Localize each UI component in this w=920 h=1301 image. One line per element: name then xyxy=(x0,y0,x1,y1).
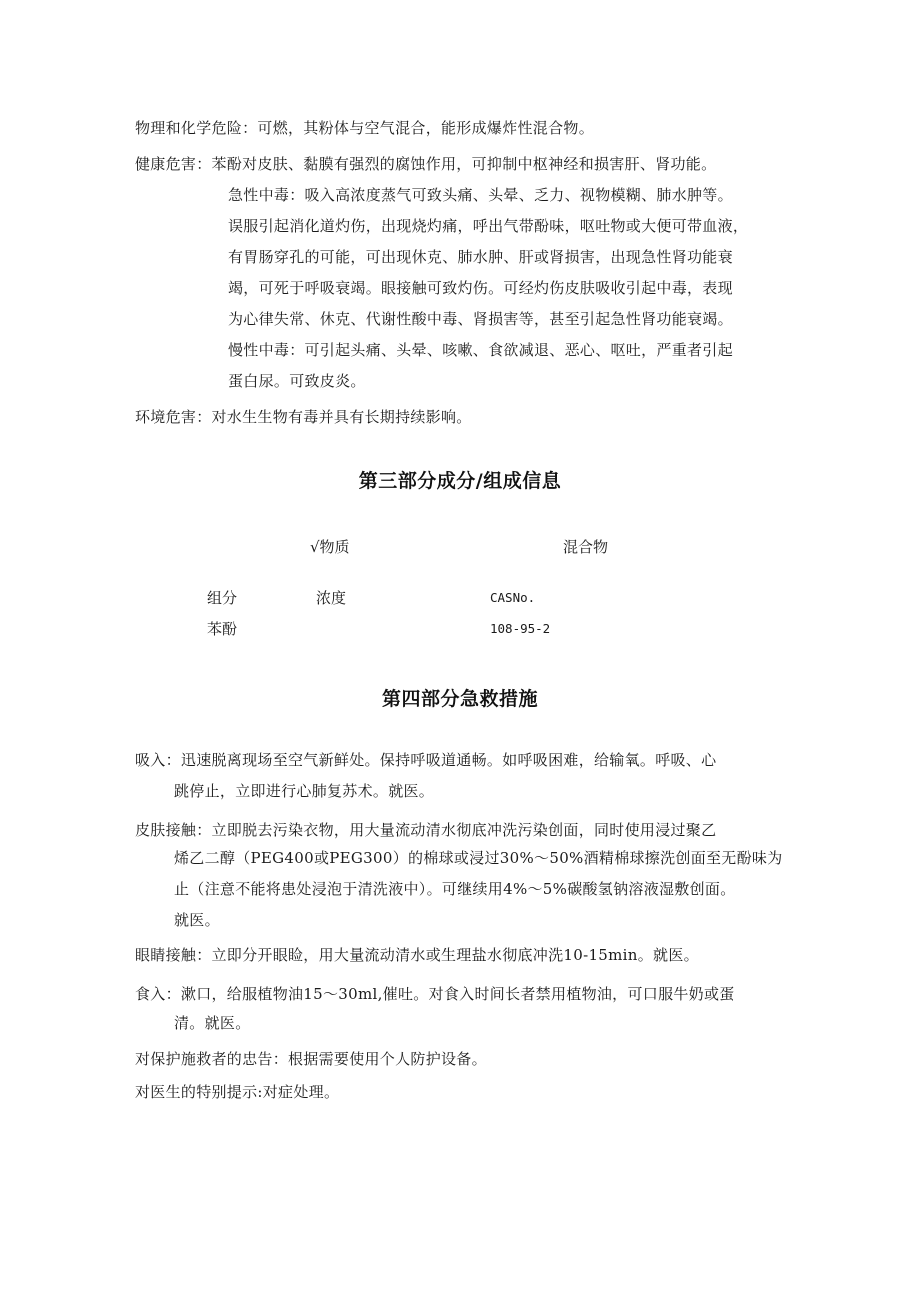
environment-hazard: 环境危害：对水生生物有毒并具有长期持续影响。 xyxy=(135,408,472,426)
rescuer-advice: 对保护施救者的忠告：根据需要使用个人防护设备。 xyxy=(135,1050,487,1068)
physical-chemical-hazard: 物理和化学危险：可燃，其粉体与空气混合，能形成爆炸性混合物。 xyxy=(135,119,595,137)
health-hazard-line: 误服引起消化道灼伤，出现烧灼痛，呼出气带酚味，呕吐物或大便可带血液， xyxy=(228,217,749,235)
health-hazard-line: 蛋白尿。可致皮炎。 xyxy=(228,372,366,390)
eye-contact: 眼睛接触：立即分开眼睑，用大量流动清水或生理盐水彻底冲洗10-15min。就医。 xyxy=(135,946,699,964)
inhalation-first-line: 吸入：迅速脱离现场至空气新鲜处。保持呼吸道通畅。如呼吸困难，给输氧。呼吸、心 xyxy=(135,751,717,769)
health-hazard-line: 为心律失常、休克、代谢性酸中毒、肾损害等，甚至引起急性肾功能衰竭。 xyxy=(228,310,733,328)
table-cell-cas: 108-95-2 xyxy=(490,621,551,636)
health-hazard-line: 健康危害：苯酚对皮肤、黏膜有强烈的腐蚀作用，可抑制中枢神经和损害肝、肾功能。 xyxy=(135,155,717,173)
health-hazard-paragraph xyxy=(135,149,716,180)
table-header-component: 组分 xyxy=(207,589,238,607)
table-header-concentration: 浓度 xyxy=(316,589,347,607)
skin-contact-first-line: 皮肤接触：立即脱去污染衣物，用大量流动清水彻底冲洗污染创面，同时使用浸过聚乙 xyxy=(135,821,717,839)
acute-chronic-poisoning-block xyxy=(228,180,748,397)
section4-title: 第四部分急救措施 xyxy=(381,688,538,710)
section3-title: 第三部分成分/组成信息 xyxy=(358,470,562,492)
mixture-label: 混合物 xyxy=(563,538,609,556)
ingestion-continuation: 清。就医。 xyxy=(174,1014,251,1032)
health-hazard-line: 慢性中毒：可引起头痛、头晕、咳嗽、食欲减退、恶心、呕吐，严重者引起 xyxy=(228,341,733,359)
doctor-note: 对医生的特别提示:对症处理。 xyxy=(135,1083,340,1101)
inhalation-continuation: 跳停止，立即进行心肺复苏术。就医。 xyxy=(174,782,435,800)
health-hazard-line: 急性中毒：吸入高浓度蒸气可致头痛、头晕、乏力、视物模糊、肺水肿等。 xyxy=(228,186,733,204)
health-hazard-line: 竭，可死于呼吸衰竭。眼接触可致灼伤。可经灼伤皮肤吸收引起中毒，表现 xyxy=(228,279,733,297)
table-header-cas: CASNo. xyxy=(490,590,536,605)
substance-checkbox-label: √物质 xyxy=(310,538,350,556)
table-cell-component: 苯酚 xyxy=(207,620,238,638)
skin-contact-continuation: 烯乙二醇（PEG400或PEG300）的棉球或浸过30%～50%酒精棉球擦洗创面至无酚味为 止（注意不能将患处浸泡于清洗液中）。可继续用4%～5%碳酸氢钠溶液湿敷创面。 就医。 xyxy=(174,849,783,929)
health-hazard-line: 有胃肠穿孔的可能，可出现休克、肺水肿、肝或肾损害，出现急性肾功能衰 xyxy=(228,248,733,266)
ingestion-first-line: 食入：漱口，给服植物油15～30ml,催吐。对食入时间长者禁用植物油，可口服牛奶或蛋 xyxy=(135,985,735,1003)
